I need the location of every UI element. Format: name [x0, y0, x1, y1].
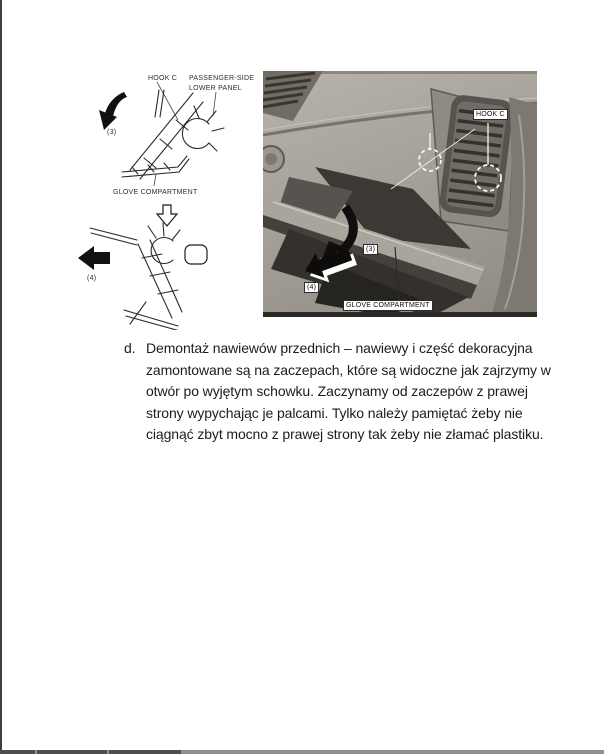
step-3-label: (3) — [107, 129, 117, 136]
window-bottom-bar — [0, 750, 604, 754]
step-3-arrow-icon — [99, 92, 127, 130]
figure-photo-dashboard — [263, 71, 537, 317]
passenger-side-label-line2: LOWER PANEL — [189, 85, 242, 92]
instruction-line: otwór po wyjętym schowku. Zaczynamy od zaczepów z prawej — [146, 383, 528, 399]
photo-step-3-label: (3) — [363, 244, 378, 255]
glove-frame-drawing — [122, 90, 203, 179]
removed-frame-drawing — [90, 228, 182, 330]
detached-clip-drawing — [185, 245, 207, 264]
instruction-line: zamontowane są na zaczepach, które są widoczne jak zajrzymy w — [146, 361, 551, 378]
bottom-bar-segment — [37, 750, 107, 754]
dash-knob-drawing — [263, 146, 284, 172]
photo-glove-compartment-label: GLOVE COMPARTMENT — [343, 300, 433, 311]
glove-compartment-label: GLOVE COMPARTMENT — [113, 189, 198, 196]
photo-render — [263, 71, 537, 317]
hook-c-label: HOOK C — [148, 75, 178, 82]
hook-c-drawing — [182, 106, 224, 151]
step-4-arrow-icon — [78, 246, 110, 270]
passenger-side-label-line1: PASSENGER-SIDE — [189, 75, 255, 82]
left-vent-drawing — [263, 71, 323, 121]
instruction-line: Demontaż nawiewów przednich – nawiewy i część dekoracyjna — [146, 340, 533, 356]
instruction-marker: d. — [124, 340, 136, 356]
bottom-bar-segment — [0, 750, 35, 754]
instruction-text — [146, 338, 566, 446]
step-4-label: (4) — [87, 275, 97, 282]
window-left-border — [0, 0, 2, 754]
photo-step-4-label: (4) — [304, 282, 319, 293]
transition-down-arrow-icon — [157, 205, 177, 226]
instruction-line: strony wypychając je palcami. Tylko należy pamiętać żeby nie — [146, 404, 523, 421]
hook-c-drawing-bottom — [148, 223, 180, 264]
instruction-line: ciągnąć zbyt mocno z prawej strony tak żeby nie złamać plastiku. — [146, 426, 544, 442]
figure-line-diagram — [60, 62, 260, 330]
photo-hook-c-label: HOOK C — [473, 109, 508, 120]
bottom-bar-segment — [109, 750, 181, 754]
